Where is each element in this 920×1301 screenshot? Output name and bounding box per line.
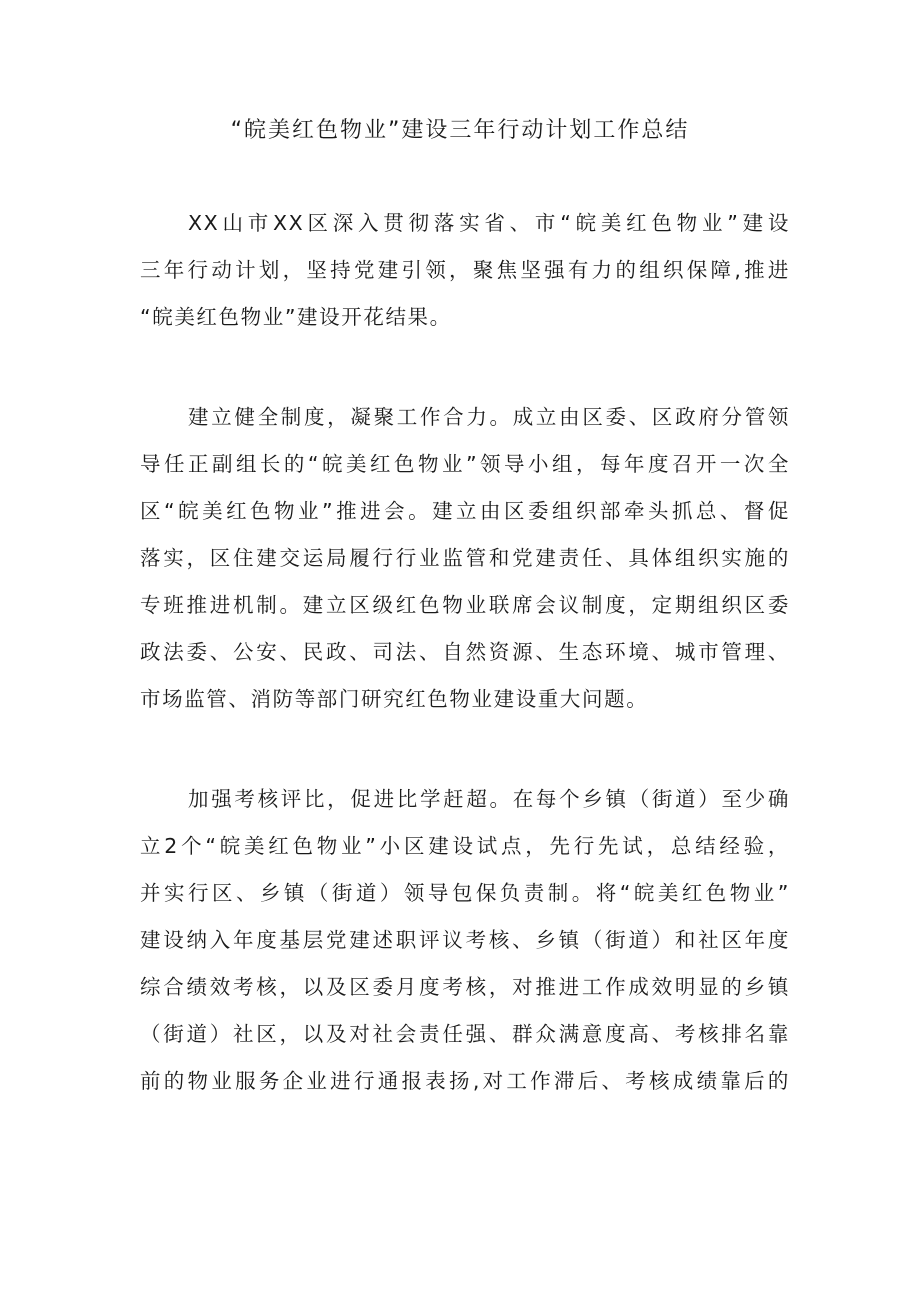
- paragraph-line: 加强考核评比，促进比学赶超。在每个乡镇（街道）至少确: [188, 787, 790, 811]
- paragraph-line: XX山市XX区深入贯彻落实省、市“皖美红色物业”建设: [188, 211, 790, 235]
- paragraph-line: 专班推进机制。建立区级红色物业联席会议制度，定期组织区委: [140, 593, 790, 617]
- paragraph-line: （街道）社区，以及对社会责任强、群众满意度高、考核排名靠: [140, 1022, 790, 1046]
- paragraph-line: 立2个“皖美红色物业”小区建设试点，先行先试，总结经验，: [140, 834, 790, 858]
- paragraph-intro: [140, 200, 790, 341]
- paragraph-line: “皖美红色物业”建设开花结果。: [140, 305, 452, 329]
- paragraph-line: 建设纳入年度基层党建述职评议考核、乡镇（街道）和社区年度: [140, 928, 790, 952]
- paragraph-line: 并实行区、乡镇（街道）领导包保负责制。将“皖美红色物业”: [140, 881, 790, 905]
- paragraph-line: 综合绩效考核，以及区委月度考核，对推进工作成效明显的乡镇: [140, 975, 790, 999]
- paragraph-line: 三年行动计划，坚持党建引领，聚焦坚强有力的组织保障,推进: [140, 258, 790, 282]
- paragraph-assessment: [140, 776, 790, 1105]
- paragraph-line: 建立健全制度，凝聚工作合力。成立由区委、区政府分管领: [188, 405, 790, 429]
- paragraph-line: 区“皖美红色物业”推进会。建立由区委组织部牵头抓总、督促: [140, 499, 790, 523]
- paragraph-line: 落实，区住建交运局履行行业监管和党建责任、具体组织实施的: [140, 546, 790, 570]
- paragraph-system: [140, 394, 790, 723]
- document-title: “皖美红色物业”建设三年行动计划工作总结: [230, 118, 690, 143]
- paragraph-line: 市场监管、消防等部门研究红色物业建设重大问题。: [140, 687, 649, 711]
- paragraph-line: 政法委、公安、民政、司法、自然资源、生态环境、城市管理、: [140, 640, 790, 664]
- paragraph-line: 导任正副组长的“皖美红色物业”领导小组，每年度召开一次全: [140, 452, 790, 476]
- paragraph-line: 前的物业服务企业进行通报表扬,对工作滞后、考核成绩靠后的: [140, 1069, 790, 1093]
